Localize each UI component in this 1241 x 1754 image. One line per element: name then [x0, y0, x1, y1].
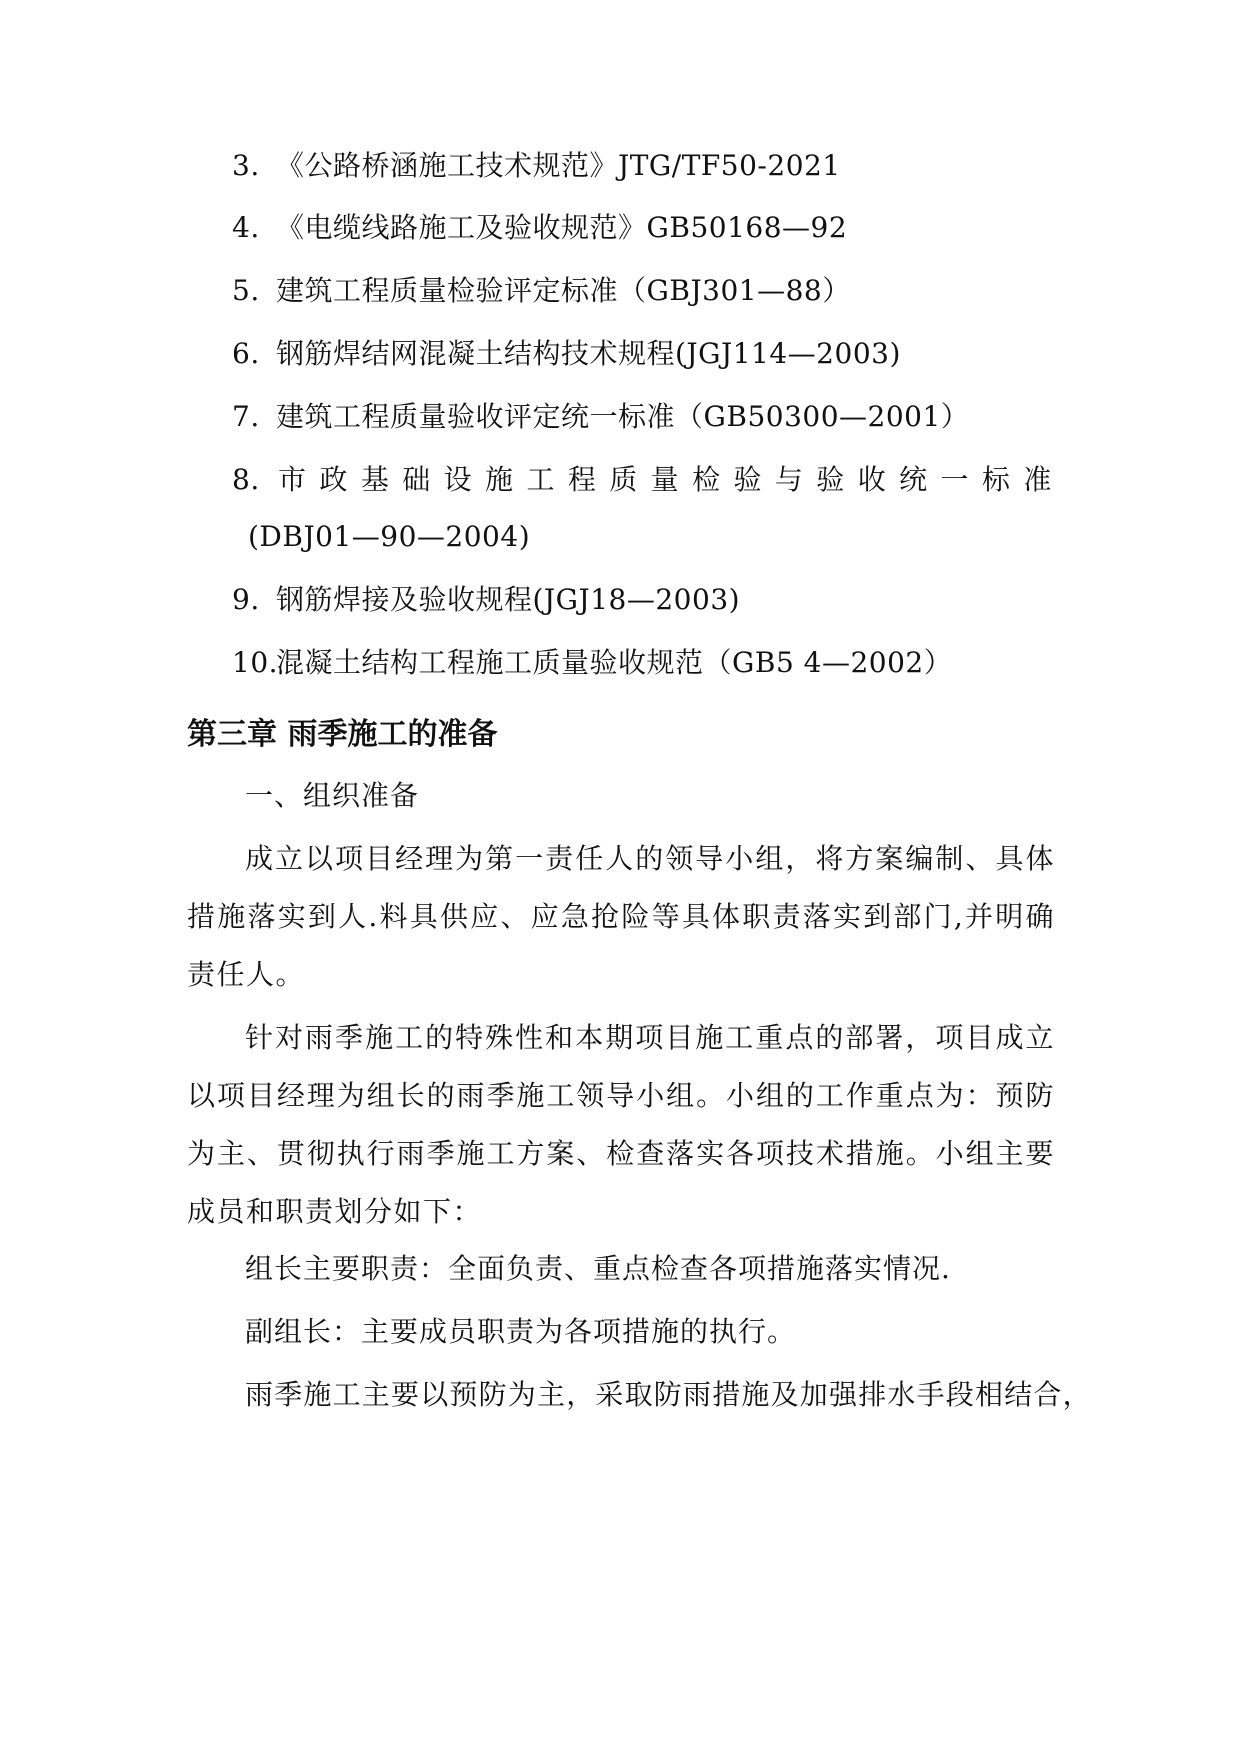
glyph: 标 [981, 463, 1011, 496]
glyph: 验 [733, 463, 762, 496]
list-item [232, 462, 1052, 498]
glyph: 程 [567, 463, 597, 496]
list-number: 6. [232, 337, 260, 370]
list-text: 钢筋焊接及验收规程(JGJ18—2003) [276, 583, 741, 616]
glyph: 设 [443, 463, 473, 496]
glyph: 施 [485, 463, 514, 496]
glyph: 础 [402, 463, 431, 496]
paragraph: 针对雨季施工的特殊性和本期项目施工重点的部署，项目成立以项目经理为组长的雨季施工领导小组。小组的工作重点为：预防为主、贯彻执行雨季施工方案、检查落实各项技术措施。小组主要成员和职责划分如下： [187, 1021, 1055, 1228]
list-text: 《公路桥涵施工技术规范》JTG/TF50-2021 [276, 149, 841, 182]
list-text [278, 462, 1052, 498]
list-text: 建筑工程质量验收评定统一标准（GB50300—2001） [276, 400, 970, 433]
duty-line: 组长主要职责：全面负责、重点检查各项措施落实情况. [245, 1252, 951, 1285]
glyph: 检 [692, 463, 721, 496]
list-text: 钢筋焊结网混凝土结构技术规程(JGJ114—2003) [276, 337, 901, 370]
list-number: 8. [232, 463, 260, 496]
list-text: 《电缆线路施工及验收规范》GB50168—92 [276, 211, 848, 244]
glyph: 一 [940, 463, 970, 496]
glyph: 验 [816, 463, 845, 496]
glyph: 量 [650, 463, 680, 496]
glyph: 工 [526, 463, 555, 496]
list-text-continuation: (DBJ01—90—2004) [248, 520, 531, 553]
duty-line: 雨季施工主要以预防为主，采取防雨措施及加强排水手段相结合， [245, 1378, 1092, 1411]
list-item [232, 336, 901, 372]
list-number: 5. [232, 274, 260, 307]
glyph: 质 [609, 463, 638, 496]
list-item [232, 210, 847, 246]
glyph: 基 [360, 463, 390, 496]
glyph: 统 [899, 463, 928, 496]
glyph: 政 [319, 463, 348, 496]
paragraph: 成立以项目经理为第一责任人的领导小组，将方案编制、具体措施落实到人.料具供应、应急抢险等具体职责落实到部门,并明确责任人。 [187, 842, 1055, 991]
glyph: 收 [857, 463, 887, 496]
duty-line: 副组长：主要成员职责为各项措施的执行。 [245, 1315, 797, 1348]
list-number: 3. [232, 149, 260, 182]
glyph: 市 [278, 463, 307, 496]
list-text: 建筑工程质量检验评定标准（GBJ301—88） [276, 274, 851, 307]
list-item [232, 399, 969, 435]
list-number: 10. [232, 646, 279, 679]
list-item [232, 582, 740, 618]
list-text: 混凝土结构工程施工质量验收规范（GB5 4—2002） [276, 646, 953, 679]
section-title: 一、组织准备 [245, 779, 420, 812]
list-number: 9. [232, 583, 260, 616]
list-item [232, 645, 952, 681]
chapter-title: 第三章 雨季施工的准备 [187, 717, 498, 752]
glyph: 准 [1023, 463, 1052, 496]
list-item [232, 273, 851, 309]
list-number: 7. [232, 400, 260, 433]
glyph: 与 [774, 463, 804, 496]
list-item [232, 148, 841, 184]
list-number: 4. [232, 211, 260, 244]
